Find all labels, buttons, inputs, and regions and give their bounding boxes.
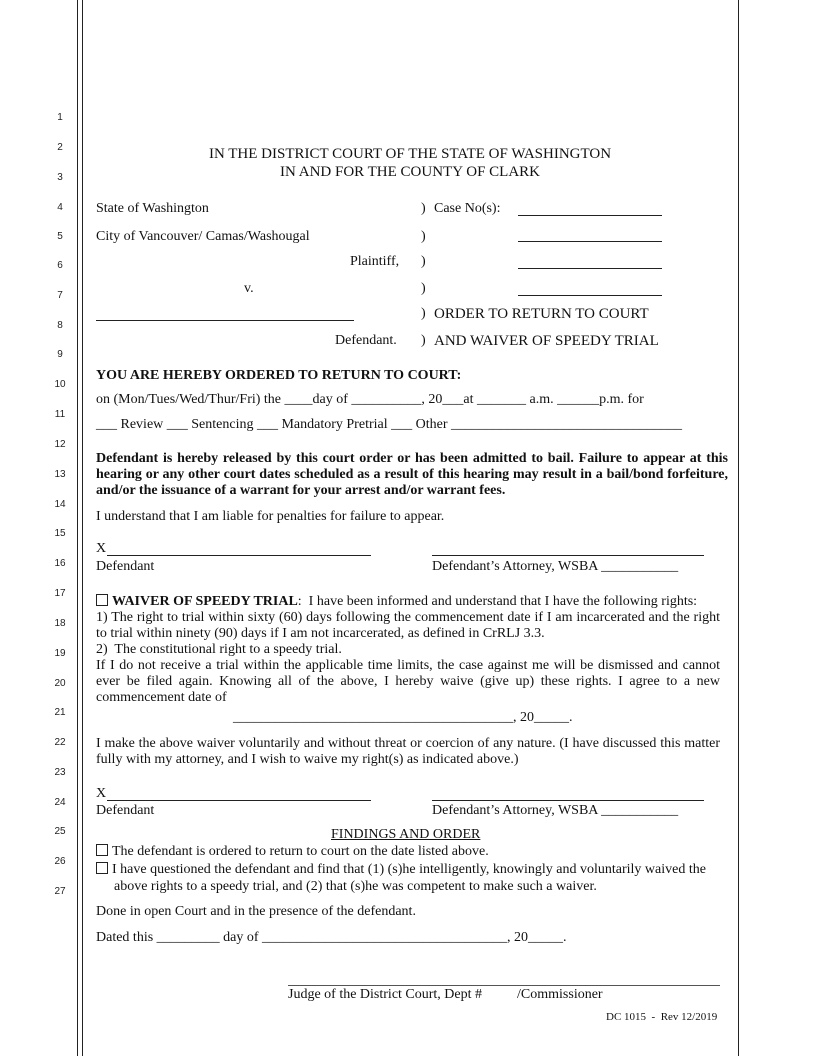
form-id: DC 1015 - Rev 12/2019	[606, 1011, 718, 1023]
line-number: 12	[54, 439, 66, 450]
finding-waiver: I have questioned the defendant and find that (1) (s)he intelligently, knowingly and voluntarily waived the	[112, 862, 706, 877]
document-title: ORDER TO RETURN TO COURT	[434, 306, 649, 322]
defendant-signature-field[interactable]	[107, 800, 371, 801]
signature-x: X	[96, 786, 107, 801]
case-no-field[interactable]	[518, 295, 662, 296]
line-number: 20	[54, 678, 66, 689]
line-number: 1	[57, 112, 63, 123]
line-number: 26	[54, 856, 66, 867]
line-number: 27	[54, 886, 66, 897]
waiver-right-1: 1) The right to trial within sixty (60) days following the commencement date if I am incarcerated and the right to trial within ninety (90) days if I am not incarcerated, as defined in CrRLJ 3.3.	[96, 610, 720, 641]
line-number: 8	[57, 320, 63, 331]
waiver-voluntary: I make the above waiver voluntarily and without threat or coercion of any nature. (I have discussed this matter fully with my attorney, and I wish to waive my right(s) as indicated above.)	[96, 736, 720, 767]
line-number: 17	[54, 588, 66, 599]
waiver-heading: WAIVER OF SPEEDY TRIAL	[112, 594, 298, 609]
defendant-name-field[interactable]	[96, 320, 354, 321]
plaintiff-city: City of Vancouver/ Camas/Washougal	[96, 229, 310, 244]
waiver-finding-checkbox[interactable]	[96, 862, 108, 874]
plaintiff-label: Plaintiff,	[350, 254, 400, 269]
line-number: 19	[54, 648, 66, 659]
line-number: 7	[57, 290, 63, 301]
defendant-signature-field[interactable]	[107, 555, 371, 556]
line-number: 9	[57, 349, 63, 360]
line-number: 15	[54, 528, 66, 539]
line-number: 3	[57, 172, 63, 183]
paren: )	[421, 254, 426, 269]
attorney-signature-field[interactable]	[432, 555, 704, 556]
line-number: 16	[54, 558, 66, 569]
judge-signature-field[interactable]	[288, 985, 720, 986]
left-margin-rule	[82, 0, 83, 1056]
defendant-signature-label: Defendant	[96, 559, 155, 574]
left-margin-rule	[77, 0, 78, 1056]
case-no-field[interactable]	[518, 215, 662, 216]
defendant-label: Defendant.	[335, 333, 397, 348]
done-in-court: Done in open Court and in the presence of the defendant.	[96, 904, 416, 919]
defendant-signature-label: Defendant	[96, 803, 155, 818]
attorney-signature-field[interactable]	[432, 800, 704, 801]
liability-statement: I understand that I am liable for penalties for failure to appear.	[96, 509, 445, 524]
document-title: AND WAIVER OF SPEEDY TRIAL	[434, 333, 659, 349]
findings-heading: FINDINGS AND ORDER	[331, 827, 481, 842]
line-number: 4	[57, 202, 63, 213]
judge-signature-label: Judge of the District Court, Dept # /Commissioner	[288, 987, 603, 1002]
hearing-date-line[interactable]: on (Mon/Tues/Wed/Thur/Fri) the ____day of __________, 20___at _______ a.m. ______p.m. for	[96, 392, 644, 407]
right-margin-rule	[738, 0, 739, 1056]
line-number: 6	[57, 260, 63, 271]
line-number: 23	[54, 767, 66, 778]
paren: )	[421, 306, 426, 321]
line-number: 2	[57, 142, 63, 153]
line-number: 13	[54, 469, 66, 480]
paren: )	[421, 333, 426, 348]
line-number: 22	[54, 737, 66, 748]
line-number: 5	[57, 231, 63, 242]
commencement-date-field[interactable]: ________________________________________, 20_____.	[233, 710, 573, 725]
case-no-field[interactable]	[518, 241, 662, 242]
waiver-intro: : I have been informed and understand that I have the following rights:	[297, 594, 698, 609]
line-number: 24	[54, 797, 66, 808]
waiver-checkbox[interactable]	[96, 594, 108, 606]
return-order-checkbox[interactable]	[96, 844, 108, 856]
line-number: 18	[54, 618, 66, 629]
hearing-type-line[interactable]: ___ Review ___ Sentencing ___ Mandatory Pretrial ___ Other _________________________________	[96, 417, 682, 432]
case-no-label: Case No(s):	[434, 201, 501, 216]
court-name: IN THE DISTRICT COURT OF THE STATE OF WASHINGTON	[208, 146, 612, 162]
finding-return-to-court: The defendant is ordered to return to court on the date listed above.	[112, 844, 489, 859]
waiver-consequence: If I do not receive a trial within the applicable time limits, the case against me will be dismissed and cannot ever be filed again. Knowing all of the above, I hereby waive (give up) these rights. I agree to a new commencement date of	[96, 658, 720, 705]
waiver-right-2: 2) The constitutional right to a speedy trial.	[96, 642, 342, 657]
paren: )	[421, 229, 426, 244]
release-notice: Defendant is hereby released by this court order or has been admitted to bail. Failure to appear at this hearing or any other court dates scheduled as a result of this hearing may result in a bail/bond forfeiture, and/or the issuance of a warrant for your arrest and/or warrant fees.	[96, 451, 728, 498]
dated-line[interactable]: Dated this _________ day of ___________________________________, 20_____.	[96, 930, 567, 945]
versus: v.	[244, 281, 254, 296]
order-heading: YOU ARE HEREBY ORDERED TO RETURN TO COURT:	[96, 368, 462, 383]
line-number: 25	[54, 826, 66, 837]
attorney-signature-label: Defendant’s Attorney, WSBA ___________	[432, 803, 679, 818]
case-no-field[interactable]	[518, 268, 662, 269]
line-number: 10	[54, 379, 66, 390]
county-name: IN AND FOR THE COUNTY OF CLARK	[279, 164, 541, 180]
plaintiff-state: State of Washington	[96, 201, 209, 216]
attorney-signature-label: Defendant’s Attorney, WSBA ___________	[432, 559, 679, 574]
line-number: 11	[54, 409, 66, 420]
finding-waiver-cont: above rights to a speedy trial, and (2) that (s)he was competent to make such a waiver.	[114, 879, 597, 894]
line-number: 14	[54, 499, 66, 510]
line-number: 21	[54, 707, 66, 718]
paren: )	[421, 201, 426, 216]
paren: )	[421, 281, 426, 296]
signature-x: X	[96, 541, 107, 556]
